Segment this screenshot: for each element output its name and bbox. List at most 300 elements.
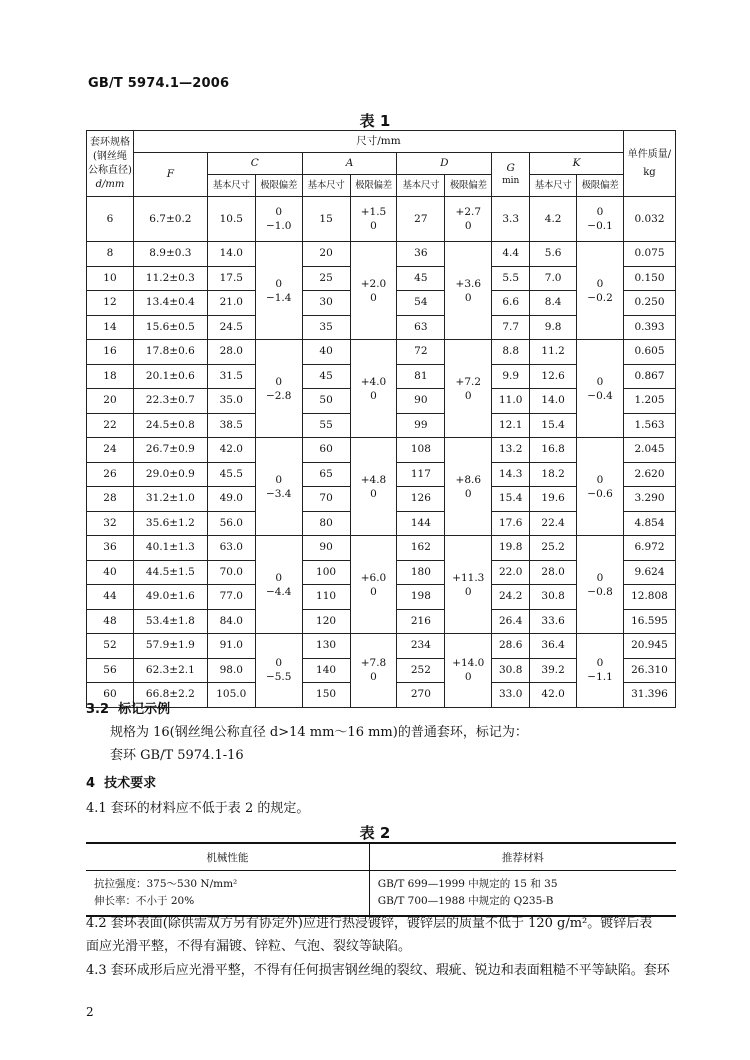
cell-A: 35 [302,315,350,340]
cell-C: 17.5 [207,266,255,291]
cell-D: 81 [397,364,445,389]
tolerance-cell-K [577,197,624,242]
section-title: 技术要求 [104,776,157,791]
cell-F: 24.5±0.8 [133,413,207,438]
tolerance-cell-C [255,340,302,438]
tolerance-lower: 0 [370,487,377,500]
table2-mech-cell [86,871,369,917]
tolerance-upper: 0 [596,277,604,290]
tolerance-lower: −0.6 [587,487,613,500]
tolerance-cell-K [577,340,624,438]
tolerance-cell-D [445,242,492,340]
cell-F: 62.3±2.1 [133,658,207,683]
cell-K: 25.2 [530,536,577,561]
tolerance-value [256,375,302,403]
cell-A: 20 [302,242,350,267]
cell-C: 77.0 [207,585,255,610]
header-F: F [133,153,207,197]
cell-C: 49.0 [207,487,255,512]
cell-d: 52 [87,634,134,659]
tolerance-upper: +4.0 [360,375,387,388]
cell-A: 40 [302,340,350,365]
cell-A: 30 [302,291,350,316]
header-D: D [397,153,492,175]
table2 [86,842,676,917]
cell-A: 65 [302,462,350,487]
cell-A: 45 [302,364,350,389]
cell-d: 16 [87,340,134,365]
cell-D: 216 [397,609,445,634]
tolerance-upper: 0 [275,206,283,218]
cell-d: 8 [87,242,134,267]
header-D-dev: 极限偏差 [445,175,492,197]
cell-A: 90 [302,536,350,561]
section-4-2-line1: 4.2 套环表面(除供需双方另有协定外)应进行热浸镀锌，镀锌层的质量不低于 120 g/m²。镀锌后表 [86,916,653,931]
tolerance-upper: 0 [596,375,604,388]
header-A: A [302,153,397,175]
cell-F: 13.4±0.4 [133,291,207,316]
cell-G: 26.4 [492,609,530,634]
header-C: C [207,153,302,175]
cell-K: 28.0 [530,560,577,585]
cell-D: 180 [397,560,445,585]
cell-A: 60 [302,438,350,463]
cell-G: 24.2 [492,585,530,610]
tolerance-lower: 0 [370,291,377,304]
header-spec [87,131,134,197]
tolerance-value [445,205,491,233]
cell-d: 40 [87,560,134,585]
tolerance-lower: 0 [370,389,377,402]
cell-d: 6 [87,197,134,242]
table2-header-material: 推荐材料 [369,843,676,871]
cell-D: 162 [397,536,445,561]
cell-mass: 1.563 [623,413,675,438]
tolerance-upper: +4.8 [360,473,387,486]
header-mass-line: 单件质量/ [627,148,672,160]
tolerance-upper: +2.7 [455,206,482,218]
cell-G: 9.9 [492,364,530,389]
header-G [492,153,530,197]
section-title: 标记示例 [118,702,171,717]
cell-K: 42.0 [530,683,577,708]
tolerance-lower: 0 [464,487,472,500]
tolerance-cell-D [445,340,492,438]
cell-C: 98.0 [207,658,255,683]
tolerance-lower: 0 [464,291,472,304]
tolerance-lower: 0 [370,220,377,232]
cell-K: 14.0 [530,389,577,414]
cell-K: 8.4 [530,291,577,316]
cell-mass: 2.045 [623,438,675,463]
cell-A: 55 [302,413,350,438]
cell-F: 29.0±0.9 [133,462,207,487]
cell-d: 24 [87,438,134,463]
table2-material-cell [369,871,676,917]
tolerance-cell-K [577,634,624,708]
cell-F: 53.4±1.8 [133,609,207,634]
tolerance-value [577,205,623,233]
tolerance-upper: 0 [596,657,604,670]
section-3-2-line1: 规格为 16(钢丝绳公称直径 d>14 mm～16 mm)的普通套环，标记为： [110,725,528,740]
tolerance-value [351,656,397,684]
cell-K: 33.6 [530,609,577,634]
tolerance-upper: 0 [275,657,283,670]
cell-F: 40.1±1.3 [133,536,207,561]
cell-mass: 0.032 [623,197,675,242]
cell-K: 36.4 [530,634,577,659]
cell-D: 99 [397,413,445,438]
cell-C: 21.0 [207,291,255,316]
tolerance-cell-C [255,438,302,536]
cell-mass: 9.624 [623,560,675,585]
tolerance-lower: −0.1 [587,220,613,232]
cell-A: 130 [302,634,350,659]
cell-G: 17.6 [492,511,530,536]
cell-K: 16.8 [530,438,577,463]
cell-K: 4.2 [530,197,577,242]
cell-mass: 12.808 [623,585,675,610]
tolerance-lower: −0.4 [587,389,613,402]
cell-F: 22.3±0.7 [133,389,207,414]
cell-C: 10.5 [207,197,255,242]
header-G-label: G [506,161,515,174]
tolerance-lower: −2.8 [265,389,292,402]
cell-A: 110 [302,585,350,610]
cell-D: 90 [397,389,445,414]
tolerance-value [351,375,397,403]
tolerance-value [256,571,302,599]
tolerance-lower: 0 [464,220,472,232]
tolerance-lower: −0.8 [587,585,613,598]
tolerance-value [256,656,302,684]
tolerance-lower: 0 [370,671,377,684]
cell-G: 28.6 [492,634,530,659]
tolerance-value [445,277,491,305]
cell-K: 12.6 [530,364,577,389]
table1-body [87,197,676,708]
cell-D: 252 [397,658,445,683]
tolerance-value [577,375,623,403]
tolerance-upper: 0 [275,571,283,584]
cell-D: 45 [397,266,445,291]
table2-title: 表 2 [359,824,391,842]
header-spec-line: (钢丝绳 [93,150,127,162]
cell-C: 56.0 [207,511,255,536]
table-row [87,438,676,463]
cell-D: 117 [397,462,445,487]
cell-A: 150 [302,683,350,708]
header-K-basic: 基本尺寸 [530,175,577,197]
cell-mass: 16.595 [623,609,675,634]
tolerance-cell-C [255,634,302,708]
cell-K: 9.8 [530,315,577,340]
cell-C: 84.0 [207,609,255,634]
tolerance-value [445,375,491,403]
cell-K: 11.2 [530,340,577,365]
tolerance-cell-D [445,634,492,708]
tolerance-cell-D [445,438,492,536]
cell-F: 49.0±1.6 [133,585,207,610]
section-4-3: 4.3 套环成形后应光滑平整，不得有任何损害钢丝绳的裂纹、瑕疵、锐边和表面粗糙不平等缺陷。套环 [86,963,670,978]
tolerance-upper: 0 [596,206,604,218]
tolerance-value [351,571,397,599]
cell-d: 44 [87,585,134,610]
cell-mass: 0.150 [623,266,675,291]
header-mass-line: kg [643,166,656,178]
cell-mass: 26.310 [623,658,675,683]
tolerance-lower: 0 [370,585,377,598]
cell-A: 120 [302,609,350,634]
tolerance-lower: −1.1 [587,671,613,684]
cell-C: 24.5 [207,315,255,340]
cell-mass: 20.945 [623,634,675,659]
tolerance-value [445,473,491,501]
section-3-2-heading [86,698,170,717]
tolerance-value [445,571,491,599]
cell-mass: 3.290 [623,487,675,512]
table2-tensile: 抗拉强度：375～530 N/mm² [94,878,238,890]
cell-D: 108 [397,438,445,463]
cell-F: 20.1±0.6 [133,364,207,389]
cell-G: 13.2 [492,438,530,463]
cell-G: 14.3 [492,462,530,487]
cell-G: 30.8 [492,658,530,683]
tolerance-value [577,571,623,599]
cell-G: 7.7 [492,315,530,340]
cell-G: 15.4 [492,487,530,512]
cell-C: 14.0 [207,242,255,267]
tolerance-cell-A [350,197,397,242]
table2-header-mech: 机械性能 [86,843,369,871]
tolerance-upper: +8.6 [455,473,482,486]
tolerance-value [577,473,623,501]
tolerance-cell-C [255,197,302,242]
cell-G: 22.0 [492,560,530,585]
header-K-dev: 极限偏差 [577,175,624,197]
cell-A: 70 [302,487,350,512]
header-K: K [530,153,624,175]
cell-G: 8.8 [492,340,530,365]
cell-D: 234 [397,634,445,659]
tolerance-cell-A [350,634,397,708]
cell-D: 54 [397,291,445,316]
section-4-2-line2: 面应光滑平整，不得有漏镀、锌粒、气泡、裂纹等缺陷。 [86,939,412,954]
section-4-1: 4.1 套环的材料应不低于表 2 的规定。 [86,801,310,816]
tolerance-lower: −5.5 [265,671,292,684]
tolerance-upper: +7.8 [360,657,387,670]
cell-C: 42.0 [207,438,255,463]
cell-K: 7.0 [530,266,577,291]
tolerance-upper: 0 [275,375,283,388]
tolerance-lower: 0 [464,389,472,402]
tolerance-value [351,277,397,305]
header-A-dev: 极限偏差 [350,175,397,197]
cell-mass: 6.972 [623,536,675,561]
cell-F: 35.6±1.2 [133,511,207,536]
tolerance-upper: +3.6 [455,277,482,290]
tolerance-value [256,277,302,305]
cell-K: 39.2 [530,658,577,683]
header-spec-line: d/mm [95,178,125,190]
cell-A: 50 [302,389,350,414]
cell-d: 18 [87,364,134,389]
cell-mass: 2.620 [623,462,675,487]
cell-G: 12.1 [492,413,530,438]
cell-D: 126 [397,487,445,512]
header-A-basic: 基本尺寸 [302,175,350,197]
cell-A: 15 [302,197,350,242]
header-spec-line: 套环规格 [89,136,130,148]
cell-d: 12 [87,291,134,316]
cell-d: 28 [87,487,134,512]
cell-d: 22 [87,413,134,438]
tolerance-upper: +1.5 [360,206,387,218]
cell-d: 36 [87,536,134,561]
cell-K: 18.2 [530,462,577,487]
tolerance-value [445,656,491,684]
tolerance-lower: −1.4 [265,291,292,304]
cell-d: 56 [87,658,134,683]
cell-F: 31.2±1.0 [133,487,207,512]
cell-A: 140 [302,658,350,683]
tolerance-cell-A [350,340,397,438]
cell-C: 28.0 [207,340,255,365]
tolerance-lower: 0 [464,671,472,684]
tolerance-cell-A [350,242,397,340]
header-C-dev: 极限偏差 [255,175,302,197]
header-mass [623,131,675,197]
tolerance-cell-C [255,242,302,340]
tolerance-upper: +7.2 [455,375,482,388]
cell-F: 57.9±1.9 [133,634,207,659]
tolerance-upper: +14.0 [452,657,485,670]
cell-d: 48 [87,609,134,634]
tolerance-value [351,205,397,233]
tolerance-cell-K [577,242,624,340]
tolerance-cell-A [350,438,397,536]
cell-C: 105.0 [207,683,255,708]
cell-K: 19.6 [530,487,577,512]
tolerance-upper: 0 [275,473,283,486]
cell-G: 11.0 [492,389,530,414]
table1-title: 表 1 [359,112,391,130]
cell-mass: 0.393 [623,315,675,340]
cell-K: 30.8 [530,585,577,610]
cell-C: 31.5 [207,364,255,389]
header-size: 尺寸/mm [133,131,623,153]
cell-mass: 0.605 [623,340,675,365]
tolerance-lower: 0 [464,585,472,598]
cell-mass: 4.854 [623,511,675,536]
cell-D: 270 [397,683,445,708]
table-row [87,197,676,242]
cell-mass: 0.250 [623,291,675,316]
tolerance-value [351,473,397,501]
table-row [87,634,676,659]
cell-G: 33.0 [492,683,530,708]
tolerance-lower: −3.4 [265,487,292,500]
header-C-basic: 基本尺寸 [207,175,255,197]
table-row [87,340,676,365]
cell-F: 11.2±0.3 [133,266,207,291]
table2-material-2: GB/T 700—1988 中规定的 Q235-B [377,895,554,907]
header-G-min: min [502,175,520,186]
cell-d: 10 [87,266,134,291]
section-3-2-line2: 套环 GB/T 5974.1-16 [110,748,244,763]
cell-C: 35.0 [207,389,255,414]
cell-D: 72 [397,340,445,365]
tolerance-upper: 0 [596,571,604,584]
cell-A: 80 [302,511,350,536]
tolerance-lower: −1.0 [265,220,292,232]
tolerance-value [577,277,623,305]
section-number: 3.2 [86,702,110,717]
cell-mass: 0.867 [623,364,675,389]
tolerance-lower: −0.2 [587,291,613,304]
tolerance-value [256,473,302,501]
cell-G: 19.8 [492,536,530,561]
cell-d: 26 [87,462,134,487]
cell-K: 22.4 [530,511,577,536]
cell-G: 5.5 [492,266,530,291]
tolerance-cell-K [577,438,624,536]
header-spec-line: 公称直径) [88,164,132,176]
cell-C: 63.0 [207,536,255,561]
cell-F: 44.5±1.5 [133,560,207,585]
section-number: 4 [86,776,96,791]
tolerance-lower: −4.4 [265,585,292,598]
cell-F: 26.7±0.9 [133,438,207,463]
tolerance-upper: +11.3 [452,571,485,584]
tolerance-cell-D [445,197,492,242]
cell-K: 15.4 [530,413,577,438]
cell-K: 5.6 [530,242,577,267]
cell-D: 198 [397,585,445,610]
cell-D: 27 [397,197,445,242]
cell-d: 60 [87,683,134,708]
tolerance-value [577,656,623,684]
tolerance-upper: 0 [275,277,283,290]
table1 [86,130,676,708]
cell-F: 8.9±0.3 [133,242,207,267]
cell-C: 91.0 [207,634,255,659]
cell-F: 6.7±0.2 [133,197,207,242]
table-row [87,242,676,267]
cell-d: 14 [87,315,134,340]
cell-d: 20 [87,389,134,414]
tolerance-upper: +6.0 [360,571,387,584]
table-row [87,536,676,561]
tolerance-cell-D [445,536,492,634]
tolerance-upper: +2.0 [360,277,387,290]
cell-mass: 0.075 [623,242,675,267]
table2-material-1: GB/T 699—1999 中规定的 15 和 35 [377,878,558,890]
header-D-basic: 基本尺寸 [397,175,445,197]
cell-F: 15.6±0.5 [133,315,207,340]
cell-mass: 1.205 [623,389,675,414]
cell-C: 45.5 [207,462,255,487]
document-header: GB/T 5974.1—2006 [88,76,230,91]
cell-C: 38.5 [207,413,255,438]
tolerance-cell-A [350,536,397,634]
tolerance-cell-C [255,536,302,634]
tolerance-value [256,205,302,233]
cell-D: 36 [397,242,445,267]
cell-mass: 31.396 [623,683,675,708]
cell-F: 17.8±0.6 [133,340,207,365]
cell-C: 70.0 [207,560,255,585]
